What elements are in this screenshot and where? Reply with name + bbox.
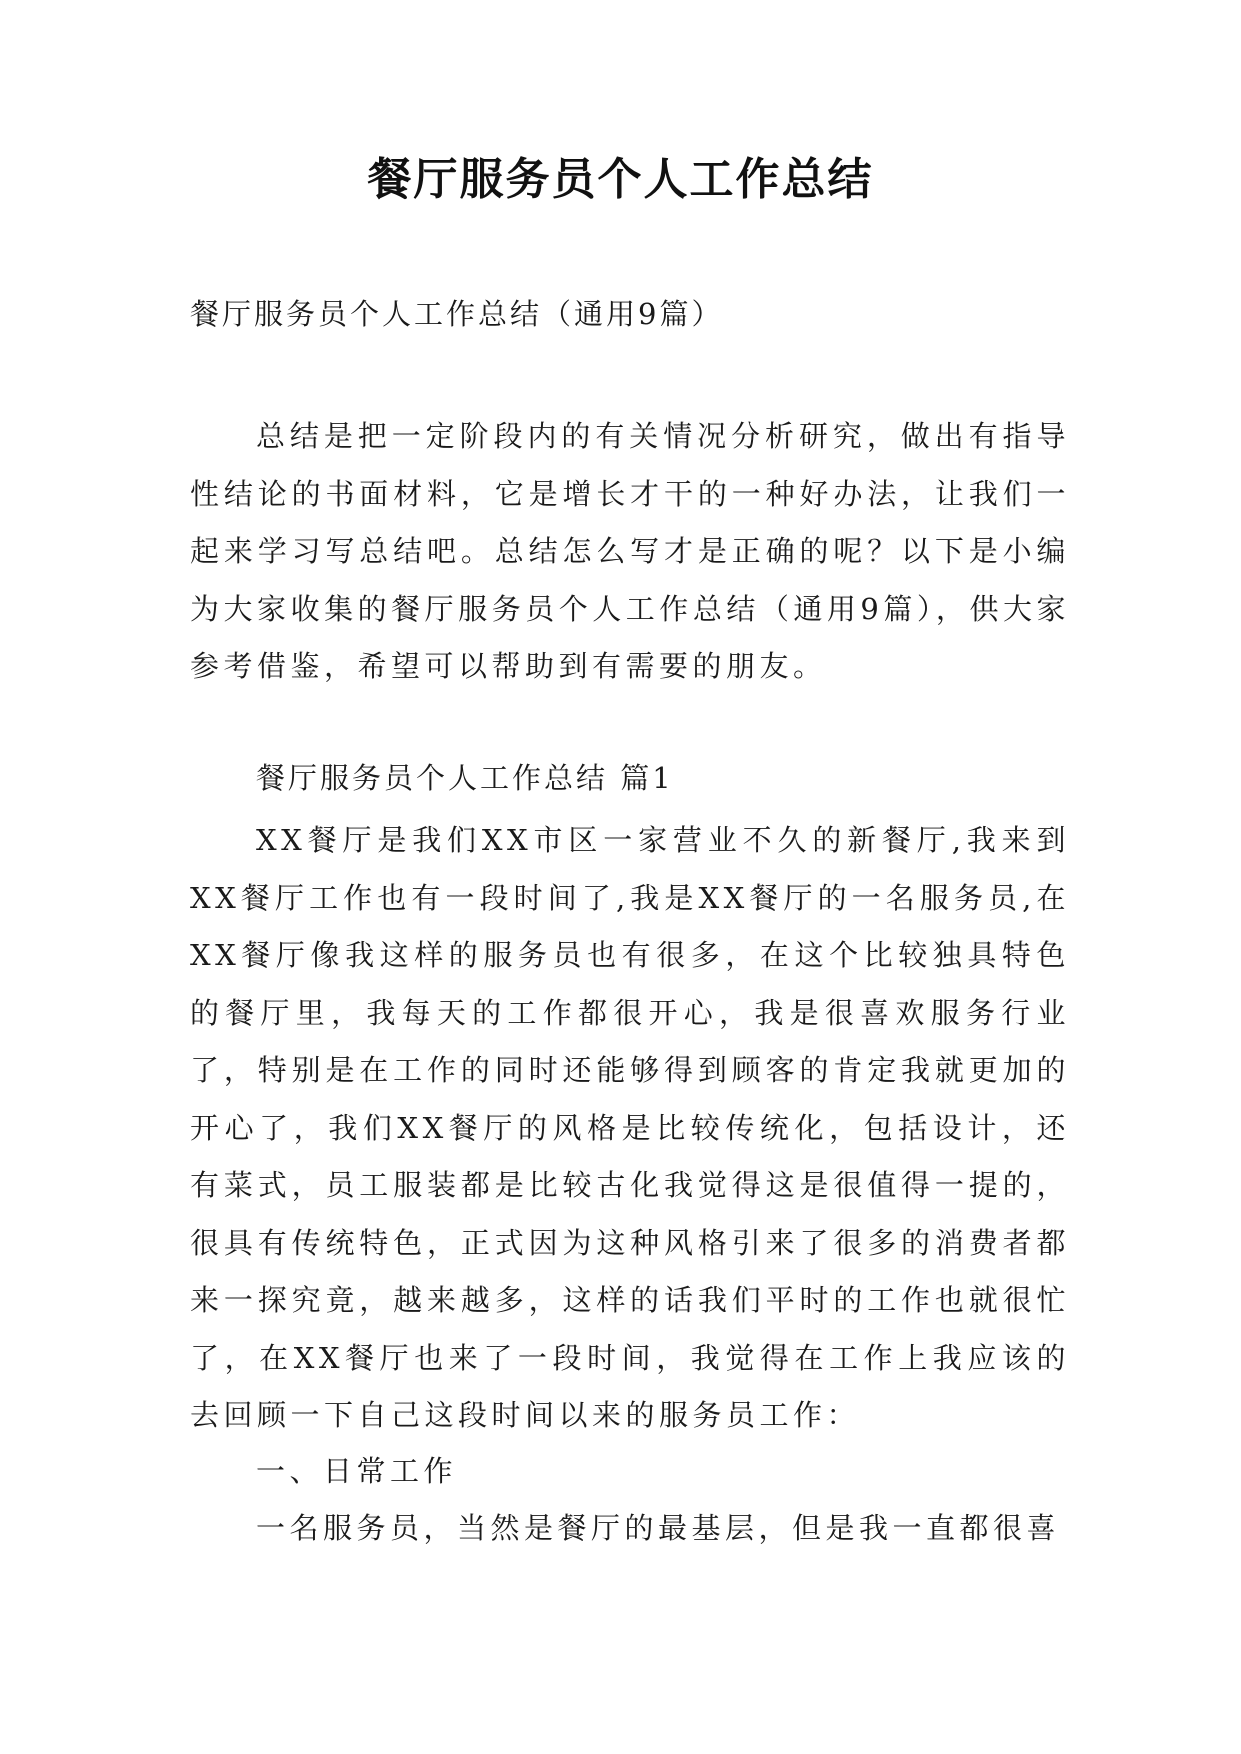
document-subtitle: 餐厅服务员个人工作总结（通用9篇）: [190, 297, 724, 331]
section-body-paragraph: 一名服务员，当然是餐厅的最基层，但是我一直都很喜: [256, 1511, 1061, 1545]
document-title: 餐厅服务员个人工作总结: [367, 154, 874, 205]
part-heading: 餐厅服务员个人工作总结 篇1: [256, 761, 674, 795]
intro-paragraph: 总结是把一定阶段内的有关情况分析研究，做出有指导性结论的书面材料，它是增长才干的一种好办法，让我们一起来学习写总结吧。总结怎么写才是正确的呢？以下是小编为大家收集的餐厅服务员个人工作总结（通用9篇），供大家参考借鉴，希望可以帮助到有需要的朋友。: [190, 419, 1070, 683]
part-body-paragraph: XX餐厅是我们XX市区一家营业不久的新餐厅,我来到XX餐厅工作也有一段时间了,我是XX餐厅的一名服务员,在XX餐厅像我这样的服务员也有很多，在这个比较独具特色的餐厅里，我每天的工作都很开心，我是很喜欢服务行业了，特别是在工作的同时还能够得到顾客的肯定我就更加的开心了，我们XX餐厅的风格是比较传统化，包括设计，还有菜式，员工服装都是比较古化我觉得这是很值得一提的，很具有传统特色，正式因为这种风格引来了很多的消费者都来一探究竟，越来越多，这样的话我们平时的工作也就很忙了，在XX餐厅也来了一段时间，我觉得在工作上我应该的去回顾一下自己这段时间以来的服务员工作：: [190, 823, 1070, 1432]
section-heading: 一、日常工作: [256, 1454, 458, 1488]
